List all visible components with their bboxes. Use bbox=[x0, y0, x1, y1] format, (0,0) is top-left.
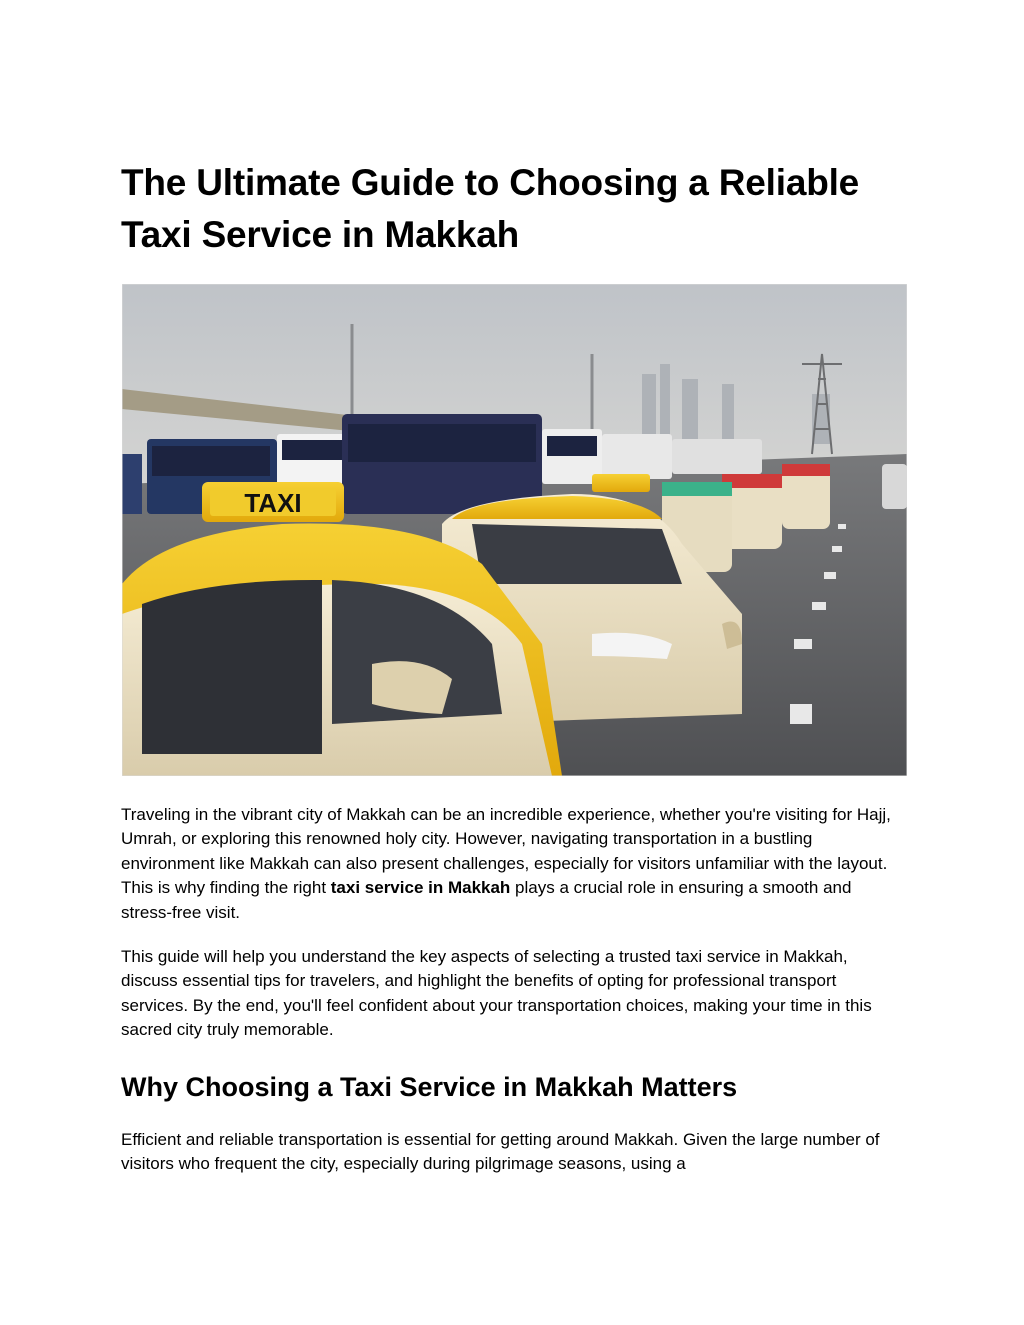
intro-bold-phrase: taxi service in Makkah bbox=[330, 878, 511, 898]
guide-paragraph: This guide will help you understand the key aspects of selecting a trusted taxi service in Makkah, discuss essential tips for travelers, and highlight the benefits of opting for professional transport services. By the end, you'll feel confident about your transportation choices, making your time in this sacred city truly memorable. bbox=[121, 947, 872, 1040]
intro-text-start: Traveling in the vibrant city of Makkah can be an incredible experience, whether you're visiting for Hajj, Umrah, or exploring this renowned holy city. However, navigating transportation in a bustling environment like Makkah can also present challenges, especially for visitors unfamiliar with the layout. This is why finding the right bbox=[121, 805, 891, 898]
page-title: The Ultimate Guide to Choosing a Reliable Taxi Service in Makkah bbox=[121, 162, 860, 255]
taxi-sign-text: TAXI bbox=[244, 488, 302, 518]
intro-paragraph bbox=[121, 803, 904, 925]
section-paragraph: Efficient and reliable transportation is essential for getting around Makkah. Given the large number of visitors who frequent the city, especially during pilgrimage seasons, using a bbox=[121, 1130, 880, 1174]
intro-text-end: plays a crucial role in ensuring a smooth and stress-free visit. bbox=[121, 878, 852, 922]
hero-image bbox=[122, 284, 907, 776]
section-heading: Why Choosing a Taxi Service in Makkah Matters bbox=[121, 1072, 738, 1102]
